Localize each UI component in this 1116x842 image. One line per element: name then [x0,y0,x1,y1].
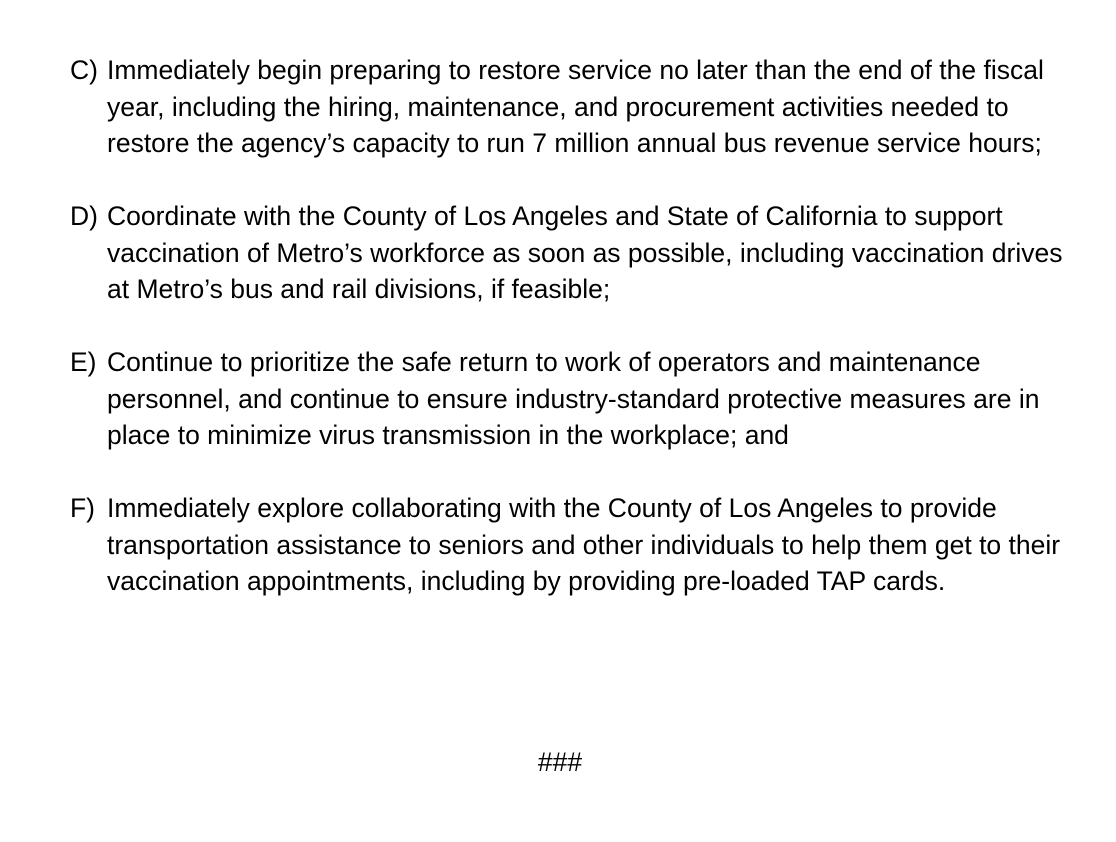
directive-label: E) [70,347,97,377]
directive-label: D) [70,201,98,231]
document-end-mark: ### [537,747,583,777]
directive-text: Continue to prioritize the safe return to work of operators and maintenance personnel, and continue to ensure industry-standard protective measures are in place to minimize virus transmission in the workplace; and [107,347,1040,450]
directive-label: F) [70,493,96,523]
directive-item-e [70,344,1070,454]
directive-item-f [70,490,1070,600]
directive-item-d [70,198,1070,308]
directive-item-c [70,52,1070,162]
directive-label: C) [70,55,98,85]
directive-text: Immediately explore collaborating with the County of Los Angeles to provide transportation assistance to seniors and other individuals to help them get to their vaccination appointments, including by providing pre-loaded TAP cards. [107,493,1061,596]
directive-text: Coordinate with the County of Los Angeles and State of California to support vaccination of Metro’s workforce as soon as possible, including vaccination drives at Metro’s bus and rail divisions, if feasible; [107,201,1063,304]
motion-directives-list [70,52,1070,636]
directive-text: Immediately begin preparing to restore service no later than the end of the fiscal year, including the hiring, maintenance, and procurement activities needed to restore the agency’s capacity to run 7 million annual bus revenue service hours; [107,55,1044,158]
